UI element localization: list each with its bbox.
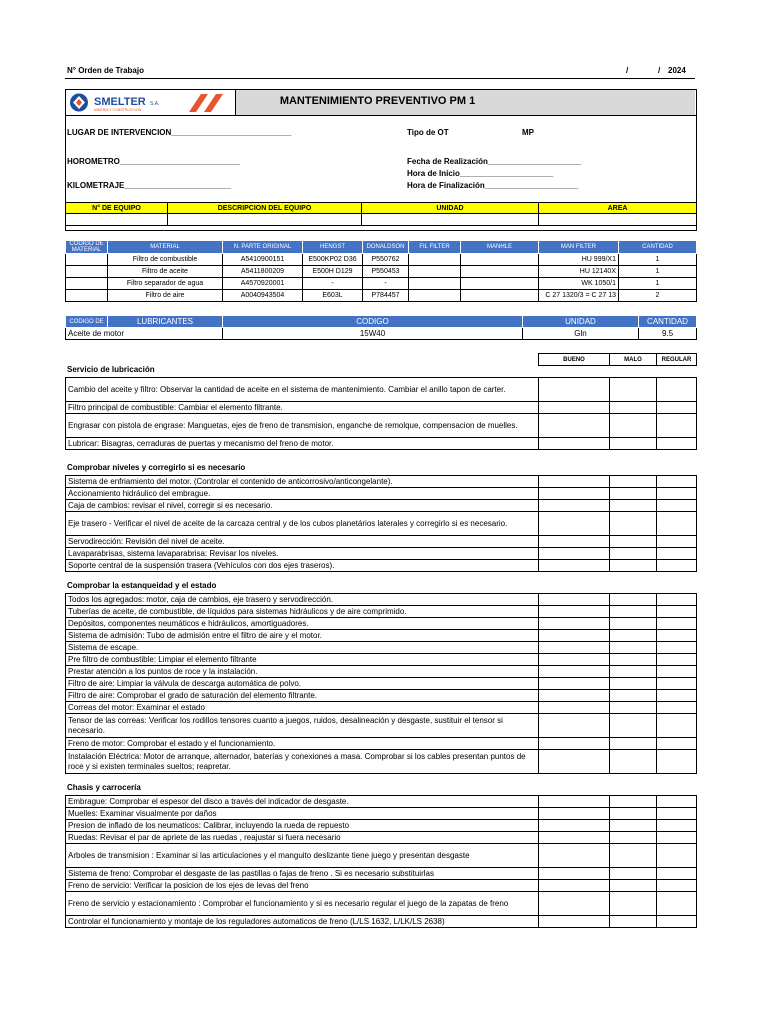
checkbox-regular[interactable] xyxy=(657,414,697,438)
checkbox-good[interactable] xyxy=(539,630,610,642)
checkbox-good[interactable] xyxy=(539,414,610,438)
checklist-row xyxy=(66,594,697,606)
checklist-item-text: Depósitos, componentes neumáticos e hidráulicos, amortiguadores. xyxy=(66,618,539,630)
lubricantes-table xyxy=(65,315,697,340)
checkbox-bad[interactable] xyxy=(610,606,657,618)
horometro-field[interactable]: HOROMETRO___________________________ xyxy=(67,157,241,166)
checkbox-regular[interactable] xyxy=(657,500,697,512)
checkbox-good[interactable] xyxy=(539,916,610,928)
checklist-item-text: Sistema de admisión: Tubo de admisión entre el filtro de aire y el motor. xyxy=(66,630,539,642)
checkbox-good[interactable] xyxy=(539,560,610,572)
materiales-cell: Filtro de combustible xyxy=(108,254,223,266)
logo-brand: SMELTER xyxy=(94,96,146,108)
checklist-row xyxy=(66,606,697,618)
materiales-body xyxy=(66,254,697,302)
checklist-row xyxy=(66,690,697,702)
checkbox-bad[interactable] xyxy=(610,630,657,642)
checkbox-good[interactable] xyxy=(539,796,610,808)
checklist-row xyxy=(66,630,697,642)
checkbox-bad[interactable] xyxy=(610,678,657,690)
section-title: Comprobar niveles y corregirlo si es necesario xyxy=(67,463,246,472)
materiales-cell: A5411800209 xyxy=(223,266,303,278)
kilometraje-field[interactable]: KILOMETRAJE________________________ xyxy=(67,181,232,190)
checkbox-bad[interactable] xyxy=(610,548,657,560)
checkbox-good[interactable] xyxy=(539,654,610,666)
section-title: Chasis y carrocería xyxy=(67,783,141,792)
checklist-item-text: Eje trasero - Verificar el nivel de aceite de la carcaza central y de los cubos planetários laterales y corregirlo si es necesario. xyxy=(66,512,539,536)
checkbox-good[interactable] xyxy=(539,402,610,414)
checklist-row xyxy=(66,892,697,916)
hora-fin-field[interactable]: Hora de Finalización_____________________ xyxy=(407,181,579,190)
checklist-item-text: Caja de cambios: revisar el nivel, corregir si es necesario. xyxy=(66,500,539,512)
checklist-row xyxy=(66,868,697,880)
checklist-row xyxy=(66,500,697,512)
checklist-row xyxy=(66,488,697,500)
checkbox-good[interactable] xyxy=(539,500,610,512)
checkbox-bad[interactable] xyxy=(610,820,657,832)
checkbox-bad[interactable] xyxy=(610,402,657,414)
checkbox-bad[interactable] xyxy=(610,500,657,512)
checklist-row xyxy=(66,402,697,414)
checklist-row xyxy=(66,750,697,774)
checklist-row xyxy=(66,808,697,820)
checkbox-regular[interactable] xyxy=(657,402,697,414)
checkbox-good[interactable] xyxy=(539,690,610,702)
materiales-cell: Filtro de aceite xyxy=(108,266,223,278)
checkbox-bad[interactable] xyxy=(610,560,657,572)
page-title: MANTENIMIENTO PREVENTIVO PM 1 xyxy=(279,95,476,107)
checkbox-bad[interactable] xyxy=(610,892,657,916)
materiales-cell xyxy=(461,254,539,266)
checkbox-regular[interactable] xyxy=(657,560,697,572)
checklist-item-text: Instalación Eléctrica: Motor de arranque, alternador, baterías y conexiones a masa. Comprobar si los cables presentan puntos de roce y si existen terminales sueltos; reapretar. xyxy=(66,750,539,774)
checklist-item-text: Sistema de escape. xyxy=(66,642,539,654)
checklist-item-text: Muelles: Examinar visualmente por daños xyxy=(66,808,539,820)
equipo-header: DESCRIPCION DEL EQUIPO xyxy=(168,203,362,214)
materiales-cell: 1 xyxy=(619,254,697,266)
section-title: Servicio de lubricación xyxy=(67,365,155,374)
checkbox-regular[interactable] xyxy=(657,438,697,450)
checklist-item-text: Tensor de las correas: Verificar los rodillos tensores cuanto a juegos, ruidos, desalineación y desgaste, sustituir el tensor si necesario. xyxy=(66,714,539,738)
checkbox-good[interactable] xyxy=(539,678,610,690)
rating-header-regular: REGULAR xyxy=(657,354,697,366)
checkbox-good[interactable] xyxy=(539,642,610,654)
checkbox-regular[interactable] xyxy=(657,832,697,844)
materiales-row xyxy=(66,266,697,278)
checkbox-regular[interactable] xyxy=(657,808,697,820)
checklist-item-text: Arboles de transmision : Examinar si las articulaciones y el manguito deslizante tiene juego y presentan desgaste xyxy=(66,844,539,868)
checklist-item-text: Embrague: Comprobar el espesor del disco a través del indicador de desgaste. xyxy=(66,796,539,808)
materiales-cell xyxy=(409,254,461,266)
checkbox-bad[interactable] xyxy=(610,750,657,774)
tipo-ot-label: Tipo de OT xyxy=(407,128,449,137)
lugar-field[interactable]: LUGAR DE INTERVENCION___________________________ xyxy=(67,128,292,137)
logo-tagline: MINERIA Y CONSTRUCCION xyxy=(94,108,142,112)
checklist-item-text: Sistema de enfriamiento del motor. (Controlar el contenido de anticorrosivo/anticongelante). xyxy=(66,476,539,488)
lubricantes-header-row xyxy=(66,316,697,328)
checkbox-good[interactable] xyxy=(539,844,610,868)
materiales-cell: E603L xyxy=(303,290,363,302)
materiales-cell: C 27 1320/3 = C 27 13 xyxy=(539,290,619,302)
checklist-row xyxy=(66,678,697,690)
checklist-row xyxy=(66,654,697,666)
checkbox-bad[interactable] xyxy=(610,378,657,402)
checkbox-good[interactable] xyxy=(539,618,610,630)
checklist-row xyxy=(66,702,697,714)
checkbox-bad[interactable] xyxy=(610,512,657,536)
materiales-row xyxy=(66,278,697,290)
checklist-item-text: Soporte central de la suspensión trasera (Vehículos con dos ejes traseros). xyxy=(66,560,539,572)
title-bottom-rule xyxy=(65,115,696,116)
materiales-cell xyxy=(409,290,461,302)
checkbox-bad[interactable] xyxy=(610,702,657,714)
checkbox-regular[interactable] xyxy=(657,796,697,808)
checklist-table xyxy=(65,593,697,774)
checklist-item-text: Sistema de freno: Comprobar el desgaste de las pastillas o fajas de freno . Si es necesario substituirlas xyxy=(66,868,539,880)
checklist-item-text: Freno de motor: Comprobar el estado y el funcionamiento. xyxy=(66,738,539,750)
equipo-description-cell[interactable] xyxy=(168,214,362,226)
checkbox-bad[interactable] xyxy=(610,868,657,880)
checkbox-regular[interactable] xyxy=(657,378,697,402)
checklist-item-text: Freno de servicio y estacionamiento : Comprobar el funcionamiento y si es necesario regular el juego de la zapatas de freno xyxy=(66,892,539,916)
checkbox-bad[interactable] xyxy=(610,536,657,548)
checklist-row xyxy=(66,512,697,536)
checklist-row xyxy=(66,832,697,844)
materiales-cell xyxy=(409,278,461,290)
lubricante-code: 15W40 xyxy=(223,328,523,340)
equipo-area-cell[interactable] xyxy=(539,214,697,226)
lubricantes-header: UNIDAD xyxy=(523,316,639,328)
rating-header-good: BUENO xyxy=(539,354,610,366)
checklist-item-text: Pre filtro de combustible: Limpiar el elemento filtrante xyxy=(66,654,539,666)
checkbox-regular[interactable] xyxy=(657,702,697,714)
materiales-cell xyxy=(66,266,108,278)
checklist-row xyxy=(66,438,697,450)
checklist-row xyxy=(66,714,697,738)
checklist-table xyxy=(65,377,697,450)
checkbox-good[interactable] xyxy=(539,808,610,820)
equipo-number-cell[interactable] xyxy=(66,214,168,226)
checkbox-regular[interactable] xyxy=(657,892,697,916)
checklist-row xyxy=(66,820,697,832)
materiales-cell: A5410900151 xyxy=(223,254,303,266)
materiales-header: HENGST xyxy=(303,241,363,254)
lubricantes-header: CODIGO DE xyxy=(66,316,108,328)
checklist-item-text: Filtro de aire: Limpiar la válvula de descarga automática de polvo. xyxy=(66,678,539,690)
materiales-cell xyxy=(461,266,539,278)
checkbox-good[interactable] xyxy=(539,702,610,714)
checklist-row xyxy=(66,548,697,560)
materiales-cell: P784457 xyxy=(363,290,409,302)
checkbox-good[interactable] xyxy=(539,868,610,880)
checkbox-bad[interactable] xyxy=(610,654,657,666)
checkbox-good[interactable] xyxy=(539,832,610,844)
checklist-row xyxy=(66,916,697,928)
materiales-header: MANHLE xyxy=(461,241,539,254)
checklist-row xyxy=(66,738,697,750)
checkbox-regular[interactable] xyxy=(657,880,697,892)
materiales-cell: P550762 xyxy=(363,254,409,266)
tipo-ot-value: MP xyxy=(522,128,534,137)
checkbox-bad[interactable] xyxy=(610,808,657,820)
materiales-cell: E500KP02 D36 xyxy=(303,254,363,266)
checkbox-bad[interactable] xyxy=(610,642,657,654)
checklist-item-text: Ruedas: Revisar el par de apriete de las ruedas , reajustar si fuera necesario xyxy=(66,832,539,844)
checklist-row xyxy=(66,666,697,678)
checklist-item-text: Servodirección: Revisión del nivel de aceite. xyxy=(66,536,539,548)
checklist-row xyxy=(66,880,697,892)
checklist-item-text: Correas del motor: Examinar el estado xyxy=(66,702,539,714)
checklist-item-text: Filtro de aire: Comprobar el grado de saturación del elemento filtrante. xyxy=(66,690,539,702)
materiales-row xyxy=(66,254,697,266)
checklist-row xyxy=(66,844,697,868)
checkbox-regular[interactable] xyxy=(657,594,697,606)
materiales-cell: HU 12140X xyxy=(539,266,619,278)
date-separator-2: / xyxy=(658,66,661,75)
checklist-row xyxy=(66,414,697,438)
checkbox-regular[interactable] xyxy=(657,844,697,868)
checkbox-good[interactable] xyxy=(539,476,610,488)
checklist-item-text: Tuberías de aceite, de combustible, de líquidos para sistemas hidráulicos y de aire comprimido. xyxy=(66,606,539,618)
checkbox-good[interactable] xyxy=(539,488,610,500)
date-separator-1: / xyxy=(626,66,629,75)
checklist-item-text: Lavaparabrisas, sistema lavaparabrisa: Revisar los niveles. xyxy=(66,548,539,560)
materiales-cell xyxy=(66,254,108,266)
checkbox-good[interactable] xyxy=(539,880,610,892)
checklist-row xyxy=(66,796,697,808)
checkbox-good[interactable] xyxy=(539,536,610,548)
checkbox-bad[interactable] xyxy=(610,844,657,868)
checkbox-bad[interactable] xyxy=(610,594,657,606)
materiales-cell xyxy=(66,290,108,302)
equipo-unit-cell[interactable] xyxy=(362,214,539,226)
equipo-header: N° DE EQUIPO xyxy=(66,203,168,214)
checkbox-regular[interactable] xyxy=(657,678,697,690)
materiales-header: FIL FILTER xyxy=(409,241,461,254)
materiales-cell: A0040943504 xyxy=(223,290,303,302)
materiales-table xyxy=(65,240,697,302)
checklist-row xyxy=(66,560,697,572)
checkbox-bad[interactable] xyxy=(610,916,657,928)
checkbox-regular[interactable] xyxy=(657,820,697,832)
checkbox-regular[interactable] xyxy=(657,714,697,738)
checklist-item-text: Freno de servicio: Verificar la posicion de los ejes de levas del freno xyxy=(66,880,539,892)
checkbox-bad[interactable] xyxy=(610,738,657,750)
checkbox-regular[interactable] xyxy=(657,868,697,880)
equipo-header-row xyxy=(66,203,697,214)
checkbox-good[interactable] xyxy=(539,594,610,606)
hora-inicio-field[interactable]: Hora de Inicio_____________________ xyxy=(407,169,554,178)
checkbox-bad[interactable] xyxy=(610,666,657,678)
checkbox-bad[interactable] xyxy=(610,796,657,808)
checkbox-good[interactable] xyxy=(539,666,610,678)
checklist-item-text: Accionamiento hidráulico del embrague. xyxy=(66,488,539,500)
rating-header-bad: MALO xyxy=(610,354,657,366)
checkbox-good[interactable] xyxy=(539,714,610,738)
checklist-item-text: Prestar atención a los puntos de roce y la instalación. xyxy=(66,666,539,678)
checklist-item-text: Cambio del aceite y filtro: Observar la cantidad de aceite en el sistema de mantenimiento. Cambiar el anillo tapon de carter. xyxy=(66,378,539,402)
checkbox-regular[interactable] xyxy=(657,536,697,548)
checkbox-regular[interactable] xyxy=(657,738,697,750)
lubricante-qty: 9.5 xyxy=(639,328,697,340)
materiales-cell: Filtro de aire xyxy=(108,290,223,302)
materiales-header: N. PARTE ORIGINAL xyxy=(223,241,303,254)
checkbox-good[interactable] xyxy=(539,378,610,402)
checkbox-regular[interactable] xyxy=(657,548,697,560)
materiales-cell: WK 1050/1 xyxy=(539,278,619,290)
materiales-header: CODIGO DE MATERIAL xyxy=(66,241,108,254)
materiales-cell: HU 999/X1 xyxy=(539,254,619,266)
materiales-cell: - xyxy=(303,278,363,290)
checklist-item-text: Filtro principal de combustible: Cambiar el elemento filtrante. xyxy=(66,402,539,414)
checkbox-good[interactable] xyxy=(539,438,610,450)
checklist-item-text: Lubricar: Bisagras, cerraduras de puertas y mecanismo del freno de motor. xyxy=(66,438,539,450)
checklist-row xyxy=(66,476,697,488)
materiales-cell xyxy=(461,278,539,290)
materiales-cell xyxy=(66,278,108,290)
lubricantes-header: CANTIDAD xyxy=(639,316,697,328)
checklist-item-text: Todos los agregados: motor, caja de cambios, eje trasero y servodirección. xyxy=(66,594,539,606)
checklist-item-text: Presion de inflado de los neumaticos: Calibrar, incluyendo la rueda de repuesto xyxy=(66,820,539,832)
lubricantes-header: LUBRICANTES xyxy=(108,316,223,328)
materiales-row xyxy=(66,290,697,302)
checkbox-regular[interactable] xyxy=(657,488,697,500)
checkbox-good[interactable] xyxy=(539,750,610,774)
lubricante-unit: Gln xyxy=(523,328,639,340)
fecha-realizacion-field[interactable]: Fecha de Realización_____________________ xyxy=(407,157,582,166)
checkbox-regular[interactable] xyxy=(657,512,697,536)
checkbox-regular[interactable] xyxy=(657,606,697,618)
checkbox-bad[interactable] xyxy=(610,618,657,630)
checkbox-good[interactable] xyxy=(539,892,610,916)
checkbox-bad[interactable] xyxy=(610,476,657,488)
checkbox-bad[interactable] xyxy=(610,438,657,450)
checkbox-good[interactable] xyxy=(539,820,610,832)
checkbox-good[interactable] xyxy=(539,738,610,750)
order-number-label: N° Orden de Trabajo xyxy=(67,66,144,75)
checkbox-good[interactable] xyxy=(539,512,610,536)
materiales-cell: A4570920001 xyxy=(223,278,303,290)
rating-header-row xyxy=(539,354,697,366)
smelter-logo xyxy=(67,92,227,113)
checkbox-regular[interactable] xyxy=(657,654,697,666)
checklist-row xyxy=(66,378,697,402)
checkbox-regular[interactable] xyxy=(657,618,697,630)
checklist-table xyxy=(65,475,697,572)
checkbox-bad[interactable] xyxy=(610,488,657,500)
smelter-logo-mark xyxy=(67,92,227,113)
materiales-header: DONALDSON xyxy=(363,241,409,254)
logo-suffix: S.A. xyxy=(150,101,160,107)
equipo-table xyxy=(65,202,697,226)
checkbox-regular[interactable] xyxy=(657,690,697,702)
materiales-cell: Filtro separador de agua xyxy=(108,278,223,290)
lubricantes-header: CODIGO xyxy=(223,316,523,328)
lubricante-name: Aceite de motor xyxy=(66,328,223,340)
materiales-cell: P550453 xyxy=(363,266,409,278)
materiales-header: CANTIDAD xyxy=(619,241,697,254)
checkbox-regular[interactable] xyxy=(657,476,697,488)
checklist-row xyxy=(66,642,697,654)
checkbox-good[interactable] xyxy=(539,548,610,560)
checkbox-bad[interactable] xyxy=(610,880,657,892)
date-year: 2024 xyxy=(668,66,686,75)
checklist-row xyxy=(66,618,697,630)
checkbox-regular[interactable] xyxy=(657,642,697,654)
materiales-header: MAN FILTER xyxy=(539,241,619,254)
checklist-item-text: Engrasar con pistola de engrase: Manguetas, ejes de freno de transmision, enganche de remolque, compensacion de muelles. xyxy=(66,414,539,438)
equipo-header: UNIDAD xyxy=(362,203,539,214)
rating-header-table xyxy=(538,353,697,366)
materiales-cell: 1 xyxy=(619,278,697,290)
materiales-header-row xyxy=(66,241,697,254)
checkbox-bad[interactable] xyxy=(610,414,657,438)
checkbox-bad[interactable] xyxy=(610,832,657,844)
materiales-header: MATERIAL xyxy=(108,241,223,254)
materiales-cell: 2 xyxy=(619,290,697,302)
checkbox-regular[interactable] xyxy=(657,916,697,928)
equipo-input-row xyxy=(66,214,697,226)
checkbox-regular[interactable] xyxy=(657,666,697,678)
materiales-cell: E500H D129 xyxy=(303,266,363,278)
checklist-row xyxy=(66,536,697,548)
lubricantes-row xyxy=(66,328,697,340)
checkbox-regular[interactable] xyxy=(657,750,697,774)
materiales-cell: 1 xyxy=(619,266,697,278)
equipo-header: AREA xyxy=(539,203,697,214)
checkbox-regular[interactable] xyxy=(657,630,697,642)
materiales-cell xyxy=(461,290,539,302)
order-underline xyxy=(65,78,695,79)
section-title: Comprobar la estanqueidad y el estado xyxy=(67,581,217,590)
materiales-cell xyxy=(409,266,461,278)
checkbox-good[interactable] xyxy=(539,606,610,618)
materiales-cell: - xyxy=(363,278,409,290)
checklist-item-text: Controlar el funcionamiento y montaje de los reguladores automaticos de freno (L/LS 1632, L/LK/LS 2638) xyxy=(66,916,539,928)
checkbox-bad[interactable] xyxy=(610,714,657,738)
checkbox-bad[interactable] xyxy=(610,690,657,702)
checklist-table xyxy=(65,795,697,928)
